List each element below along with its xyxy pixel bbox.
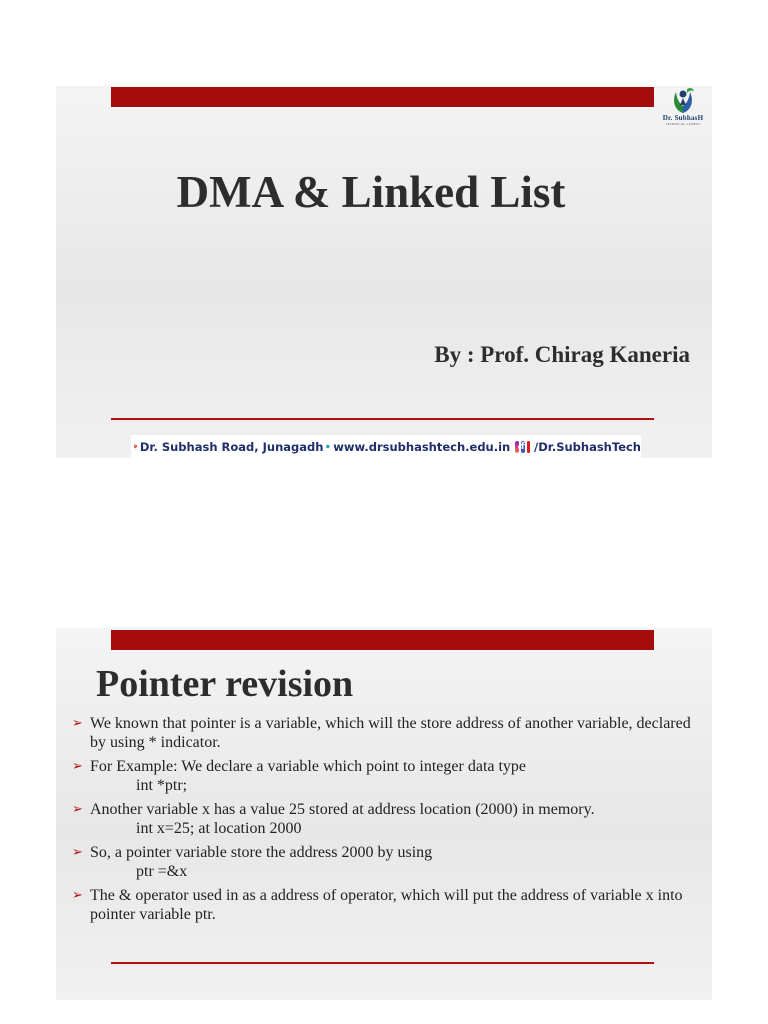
bullet-text: Another variable x has a value 25 stored at address location (2000) in memory.	[90, 801, 595, 818]
bullet-text: We known that pointer is a variable, which will the store address of another variable, declared by using * indicator.	[90, 715, 691, 751]
logo-emblem-icon	[670, 86, 696, 114]
author-byline: By : Prof. Chirag Kaneria	[434, 342, 690, 367]
college-logo	[656, 86, 710, 130]
logo-subtitle: TECHNICAL CAMPUS	[665, 122, 701, 126]
bullet-text: So, a pointer variable store the address 2000 by using	[90, 844, 433, 861]
footer-divider	[111, 418, 654, 420]
arrow-bullet-icon: ➢	[72, 716, 83, 731]
slide-pointer-revision	[56, 628, 712, 1000]
header-bar	[111, 87, 654, 107]
bullet-item	[72, 800, 692, 838]
bullet-list	[72, 714, 692, 929]
slide-title	[56, 86, 712, 458]
code-snippet: ptr =&x	[136, 863, 188, 880]
presentation-title: DMA & Linked List	[176, 167, 566, 217]
bullet-item	[72, 886, 692, 924]
code-snippet: int *ptr;	[136, 777, 188, 794]
bullet-item	[72, 714, 692, 752]
location-pin-icon	[134, 440, 137, 453]
bullet-text: For Example: We declare a variable which point to integer data type	[90, 758, 527, 775]
arrow-bullet-icon: ➢	[72, 888, 83, 903]
youtube-icon[interactable]	[527, 441, 530, 453]
footer-website[interactable]: www.drsubhashtech.edu.in	[333, 439, 511, 454]
header-bar	[111, 630, 654, 650]
bullet-text: The & operator used in as a address of operator, which will put the address of variable x into pointer variable ptr.	[90, 887, 683, 923]
logo-name: Dr. SubhasH	[662, 114, 704, 122]
footer-social-handle[interactable]: /Dr.SubhashTech	[534, 439, 641, 454]
instagram-icon[interactable]	[515, 441, 518, 453]
arrow-bullet-icon: ➢	[72, 802, 83, 817]
globe-icon	[326, 440, 330, 453]
contact-footer	[131, 435, 641, 458]
footer-address: Dr. Subhash Road, Junagadh	[139, 439, 324, 454]
bullet-item	[72, 843, 692, 881]
slide-heading: Pointer revision	[96, 663, 354, 705]
footer-divider	[111, 962, 654, 964]
arrow-bullet-icon: ➢	[72, 845, 83, 860]
arrow-bullet-icon: ➢	[72, 759, 83, 774]
facebook-icon[interactable]: f	[520, 441, 525, 452]
bullet-item	[72, 757, 692, 795]
code-snippet: int x=25; at location 2000	[136, 820, 302, 837]
